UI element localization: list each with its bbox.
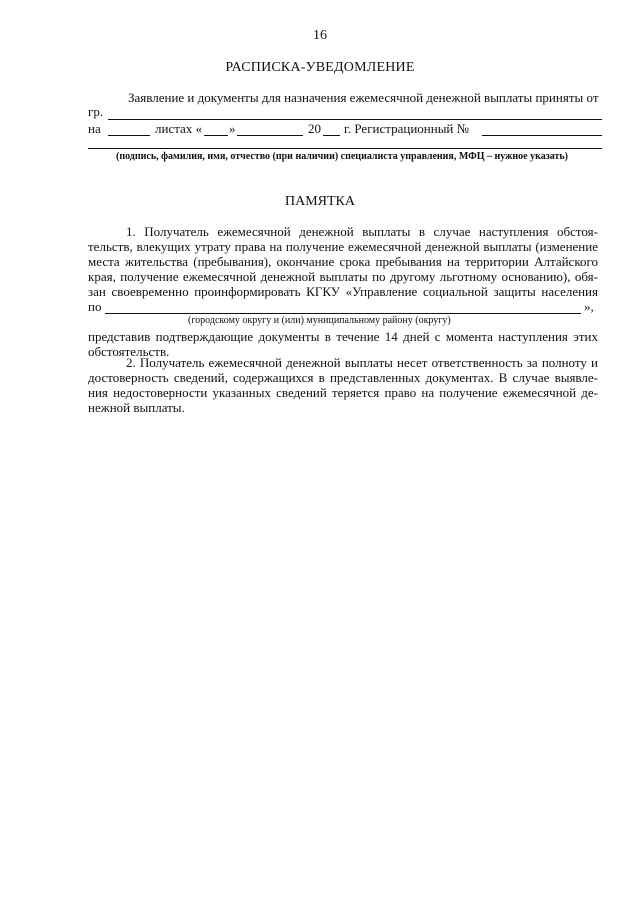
memo-paragraph-2 [88,355,598,415]
p1-line-5: зан своевременно проинформировать КГКУ «Управление социальной защиты населения [88,284,598,299]
signature-caption: (подпись, фамилия, имя, отчество (при наличии) специалиста управления, МФЦ – нужное указать) [116,151,568,162]
p2-line-2: достоверность сведений, содержащихся в представленных документах. В случае выявле- [88,370,598,385]
p1-tail-line-2: обстоятельств. [88,344,170,359]
p2-line-4: нежной выплаты. [88,400,185,415]
page-number: 16 [313,28,327,43]
p2-line-1: 2. Получатель ежемесячной денежной выплаты несет ответственность за полноту и [126,355,598,370]
sheets-label: листах « [155,121,203,136]
receipt-intro-line: Заявление и документы для назначения ежемесячной денежной выплаты приняты от [128,90,599,105]
memo-paragraph-1 [88,224,598,299]
citizen-prefix: гр. [88,104,104,119]
quote-close: » [229,121,236,136]
p1-tail-line-1: представив подтверждающие документы в течение 14 дней с момента наступления этих [88,329,598,344]
on-label: на [88,121,101,136]
registration-label: г. Регистрационный № [344,121,470,136]
year-blank[interactable] [323,135,340,136]
receipt-title: РАСПИСКА-УВЕДОМЛЕНИЕ [225,60,415,75]
month-blank[interactable] [237,135,303,136]
p1-line-3: места жительства (пребывания), окончание срока пребывания на территории Алтайского [88,254,598,269]
day-blank[interactable] [204,135,228,136]
year-prefix: 20 [308,121,321,136]
p1-line-4: края, получение ежемесячной денежной выплаты по другому льготному основанию), обя- [88,269,598,284]
citizen-name-blank[interactable] [108,119,602,120]
p1-line-1: 1. Получатель ежемесячной денежной выплаты в случае наступления обстоя- [126,224,598,239]
po-close: », [584,299,594,314]
signature-line[interactable] [88,148,602,149]
registration-number-blank[interactable] [482,135,602,136]
p1-line-2: тельств, влекущих утрату права на получение ежемесячной денежной выплаты (изменение [88,239,598,254]
po-label: по [88,299,102,314]
p2-line-3: ния недостоверности указанных сведений теряется право на получение ежемесячной де- [88,385,598,400]
memo-title: ПАМЯТКА [284,194,355,209]
sheets-count-blank[interactable] [108,135,150,136]
district-caption: (городскому округу и (или) муниципальному району (округу) [188,315,451,326]
district-blank[interactable] [105,313,581,314]
